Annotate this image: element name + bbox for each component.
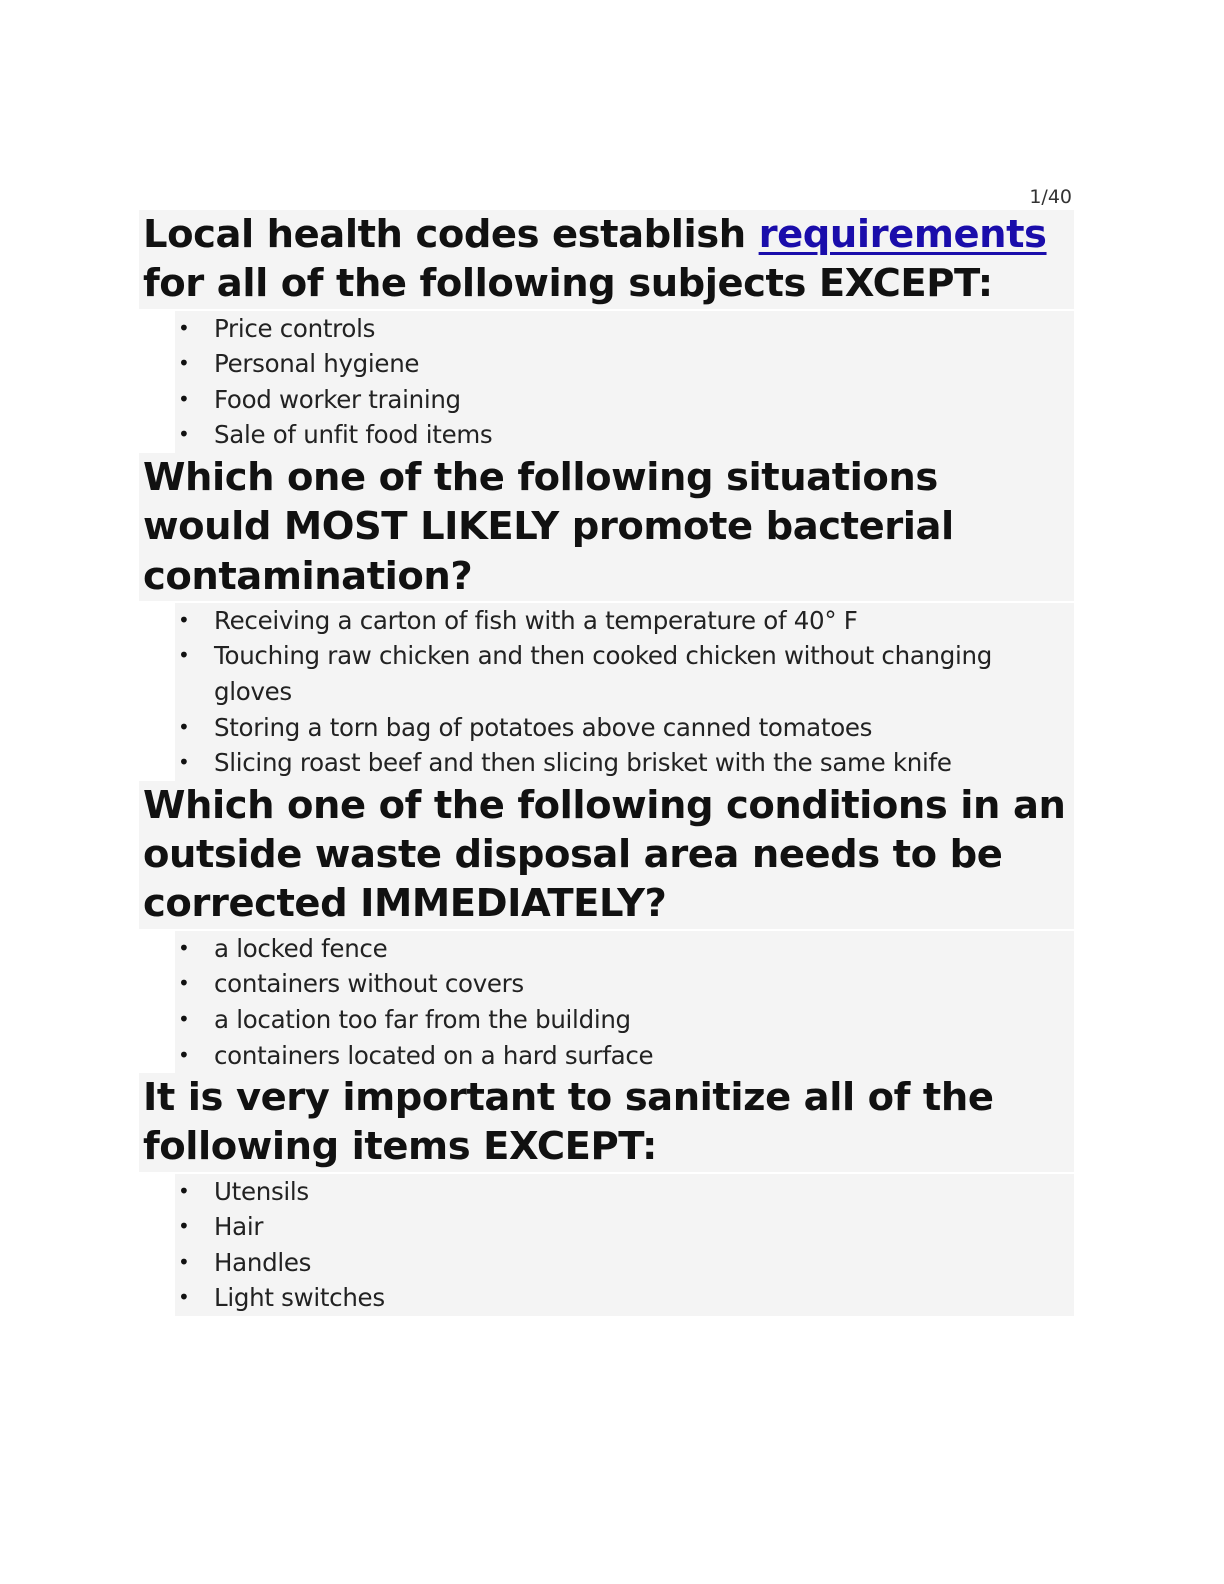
option-item: • Sale of unfit food items [175,417,1074,453]
question-2-text: Which one of the following situations would MOST LIKELY promote bacterial contamination? [139,453,1074,603]
option-item: • containers without covers [175,966,1074,1002]
option-item: • Food worker training [175,382,1074,418]
option-item: • Utensils [175,1174,1074,1210]
option-item: • Touching raw chicken and then cooked chicken without changing gloves [175,638,1074,709]
question-2-options [175,603,1074,781]
question-3-options [175,931,1074,1073]
quiz-content [139,210,1074,1316]
option-item: • a location too far from the building [175,1002,1074,1038]
option-item: • Personal hygiene [175,346,1074,382]
question-4-options [175,1174,1074,1316]
question-1-text-end: for all of the following subjects EXCEPT: [143,261,993,307]
option-item: • Handles [175,1245,1074,1281]
option-item: • Hair [175,1209,1074,1245]
page-counter: 1/40 [1029,186,1072,208]
question-1-text [139,210,1074,311]
question-3-text: Which one of the following conditions in an outside waste disposal area needs to be corrected IMMEDIATELY? [139,781,1074,931]
option-item: • a locked fence [175,931,1074,967]
question-1-text-start: Local health codes establish [143,212,759,257]
option-item: • Storing a torn bag of potatoes above canned tomatoes [175,710,1074,746]
option-item: • Receiving a carton of fish with a temperature of 40° F [175,603,1074,639]
question-1-options [175,311,1074,453]
question-4-text: It is very important to sanitize all of the following items EXCEPT: [139,1073,1074,1174]
option-item: • containers located on a hard surface [175,1038,1074,1074]
option-item: • Light switches [175,1280,1074,1316]
requirements-link[interactable]: requirements [758,212,1047,257]
option-item: • Slicing roast beef and then slicing brisket with the same knife [175,745,1074,781]
option-item: • Price controls [175,311,1074,347]
